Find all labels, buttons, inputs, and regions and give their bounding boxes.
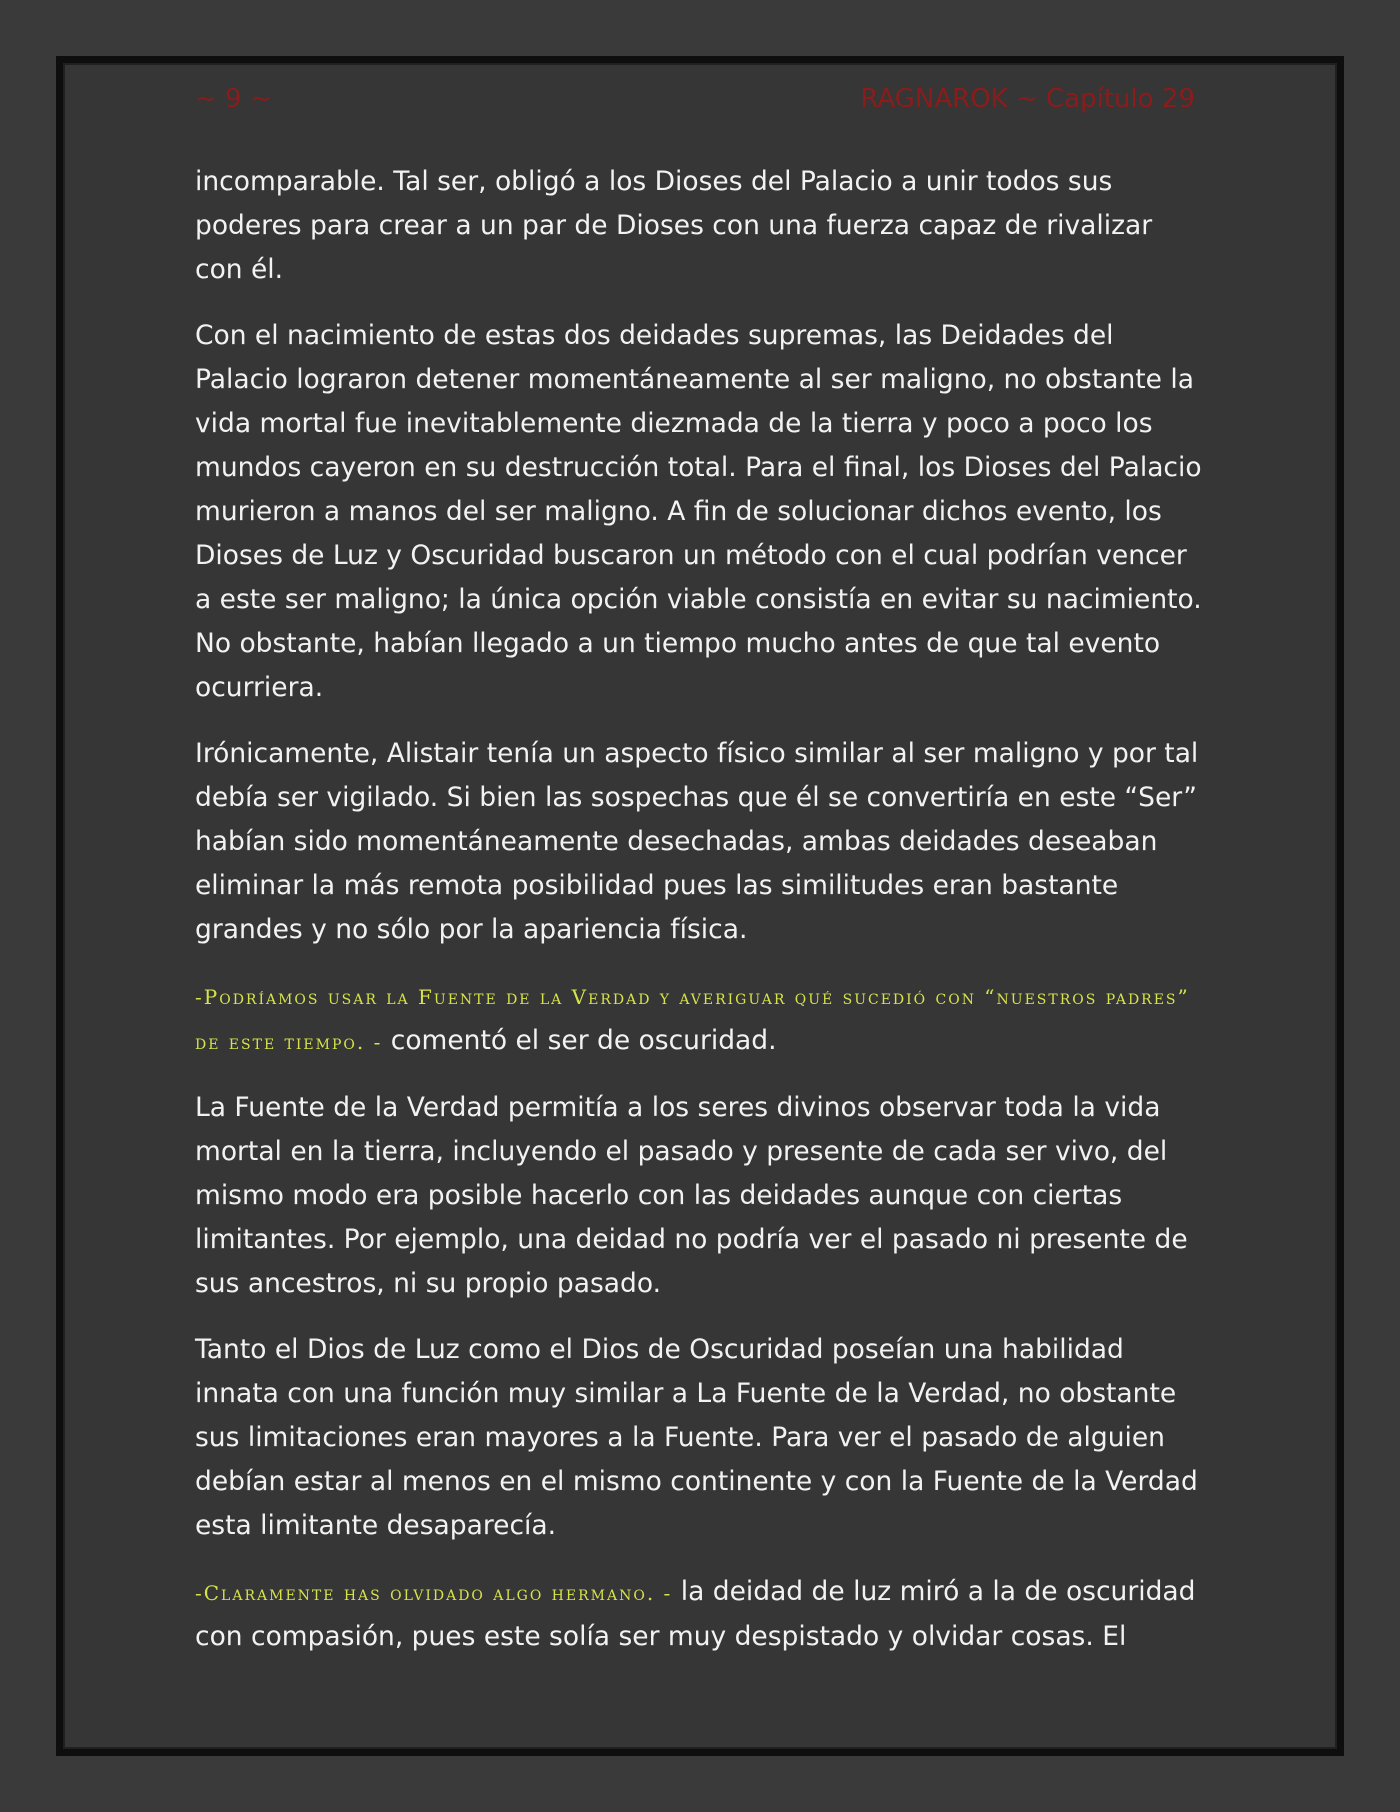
paragraph: La Fuente de la Verdad permitía a los seres divinos observar toda la vida mortal en la tierra, incluyendo el pasado y presente de cada ser vivo, del mismo modo era posible hacerlo con las deidades aunque con ciertas limitantes. Por ejemplo, una deidad no podría ver el pasado ni presente de sus ancestros, ni su propio pasado. <box>195 1092 1188 1299</box>
page-header <box>195 84 1195 120</box>
page-number: ~ 9 ~ <box>195 84 272 114</box>
paragraph: Tanto el Dios de Luz como el Dios de Oscuridad poseían una habilidad innata con una función muy similar a La Fuente de la Verdad, no obstante sus limitaciones eran mayores a la Fuente. Para ver el pasado de alguien debían estar al menos en el mismo continente y con la Fuente de la Verdad esta limitante desaparecía. <box>195 1334 1198 1541</box>
paragraph: incomparable. Tal ser, obligó a los Dioses del Palacio a unir todos sus poderes para crear a un par de Dioses con una fuerza capaz de rivalizar con él. <box>195 166 1153 285</box>
dialogue-paragraph <box>195 974 1205 1064</box>
paragraph: Con el nacimiento de estas dos deidades supremas, las Deidades del Palacio lograron detener momentáneamente al ser maligno, no obstante la vida mortal fue inevitablemente diezmada de la tierra y poco a poco los mundos cayeron en su destrucción total. Para el final, los Dioses del Palacio murieron a manos del ser maligno. A fin de solucionar dichos evento, los Dioses de Luz y Oscuridad buscaron un método con el cual podrían vencer a este ser maligno; la única opción viable consistía en evitar su nacimiento. No obstante, habían llegado a un tiempo mucho antes de que tal evento ocurriera. <box>195 320 1202 703</box>
dialogue-speech: -Podríamos usar la Fuente de la Verdad y averiguar qué sucedió con “nuestros padres” de este tiempo. - <box>195 985 1190 1054</box>
running-title: RAGNAROK ~ Capítulo 29 <box>860 84 1195 114</box>
dialogue-speech: -Claramente has olvidado algo hermano. - <box>195 1581 673 1605</box>
dialogue-narration: la deidad de luz miró a la de oscuridad con compasión, pues este solía ser muy despistado y olvidar cosas. El <box>195 1576 1196 1652</box>
page-body <box>195 160 1205 1681</box>
dialogue-paragraph <box>195 1570 1205 1659</box>
paragraph: Irónicamente, Alistair tenía un aspecto físico similar al ser maligno y por tal debía ser vigilado. Si bien las sospechas que él se convertiría en este “Ser” habían sido momentáneamente desechadas, ambas deidades deseaban eliminar la más remota posibilidad pues las similitudes eran bastante grandes y no sólo por la apariencia física. <box>195 738 1199 945</box>
dialogue-narration: comentó el ser de oscuridad. <box>390 1025 777 1056</box>
